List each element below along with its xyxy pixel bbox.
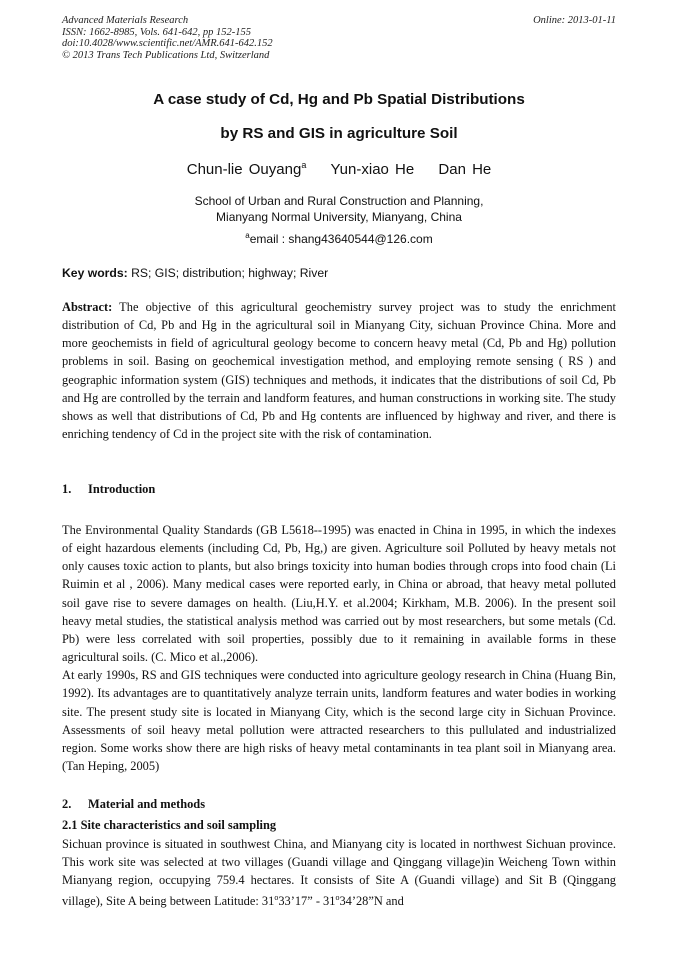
paper-title-line-2: by RS and GIS in agriculture Soil (220, 125, 458, 142)
author-1: Chun-lie Ouyang$^a$ (186, 160, 307, 178)
copyright-line: © 2013 Trans Tech Publications Ltd, Switzerland (62, 49, 270, 61)
paper-title-line-1: A case study of Cd, Hg and Pb Spatial Distributions (153, 91, 525, 108)
journal-name: Advanced Materials Research (62, 15, 189, 26)
online-date: Online: 2013-01-11 (533, 15, 616, 26)
site-characteristics-paragraph: Sichuan province is situated in southwest China, and Mianyang city is located in northwest Sichuan province. This work site was selected at two villages (Guandi village and Qinggang village)in Weicheng Town within Mianyang region, occupying 759.4 hectares. It consists of Site A (Guandi village) and Sit B (Qinggang village), Site A being between Latitude: 31$^o$33’17” - 31$^o$34’28”N and (62, 837, 616, 909)
author-3: Dan He (438, 161, 492, 178)
affiliation-line-1: School of Urban and Rural Construction and Planning, (194, 194, 484, 208)
author-2: Yun-xiao He (330, 161, 415, 178)
introduction-paragraph-1: The Environmental Quality Standards (GB L5618--1995) was enacted in China in 1995, in which the indexes of eight hazardous elements (including Cd, Pb, Hg,) are given. Agriculture soil Polluted by heavy metals not only causes toxic action to plants, but also brings toxicity into human bodies through crops into food chain (Li Ruimin et al , 2006). Many medical cases were reported early, in China or abroad, that heavy metal polluted soil gave rise to severe damages on health. (Liu,H.Y. et al.2004; Kirkham, M.B. 2006). In the present soil heavy metal studies, the statistical analysis method was carried out by most researchers, but some metals (Cd. Pb) were less correlated with soil properties, possibly due to it remaining in available forms in these agricultural soils. (C. Mico et al.,2006). (62, 523, 616, 665)
author-email: $^a$email : shang43640544@126.com (245, 231, 433, 246)
doi-line: doi:10.4028/www.scientific.net/AMR.641-642.152 (62, 38, 273, 50)
keywords-text: RS; GIS; distribution; highway; River (127, 266, 329, 280)
keywords-label: Key words: (62, 266, 128, 280)
journal-header (62, 15, 616, 61)
author-list (0, 160, 678, 178)
introduction-paragraph-2: At early 1990s, RS and GIS techniques were conducted into agriculture geology research in China (Huang Bin, 1992). Its advantages are to quantitatively analyze terrain units, landform features and water bodies in working site. The present study site is located in Mianyang City, which is the second large city in Sichuan Province. Assessments of soil heavy metal pollution were attracted researchers to this pullulated and industrialized region. Some works show there are high risks of heavy metal contaminants in tea plant soil in Mianyang area. (Tan Heping, 2005) (62, 668, 616, 774)
subsection-2-1-heading: 2.1 Site characteristics and soil sampling (62, 818, 277, 832)
introduction-body (62, 521, 616, 775)
author-1-affil-mark: a (301, 160, 307, 170)
abstract (62, 298, 616, 443)
section-2-heading: 2. Material and methods (62, 797, 206, 811)
keywords (62, 266, 616, 280)
issn-line: ISSN: 1662-8985, Vols. 641-642, pp 152-155 (62, 26, 251, 38)
abstract-label: Abstract: (62, 300, 113, 314)
affiliation-line-2: Mianyang Normal University, Mianyang, China (216, 210, 462, 224)
section-1-heading: 1. Introduction (62, 482, 156, 496)
abstract-text: The objective of this agricultural geochemistry survey project was to study the enrichment distribution of Cd, Pb and Hg in the agricultural soil in Mianyang City, sichuan Province China. More and more geochemists in field of agricultural geology become to concern heavy metal (Cd, Pb and Hg) pollution problems in soil. Basing on geochemical investigation method, and employing remote sensing ( RS ) and geographic information system (GIS) techniques and methods, it indicates that the distributions of soil Cd, Pb and Hg are controlled by the terrain and landform features, and human constructions in working site. The study shows as well that distributions of Cd, Pb and Hg contents are influenced by highway and river, and there is enriching tendency of Cd in the project site with the risk of contamination. (62, 300, 616, 442)
